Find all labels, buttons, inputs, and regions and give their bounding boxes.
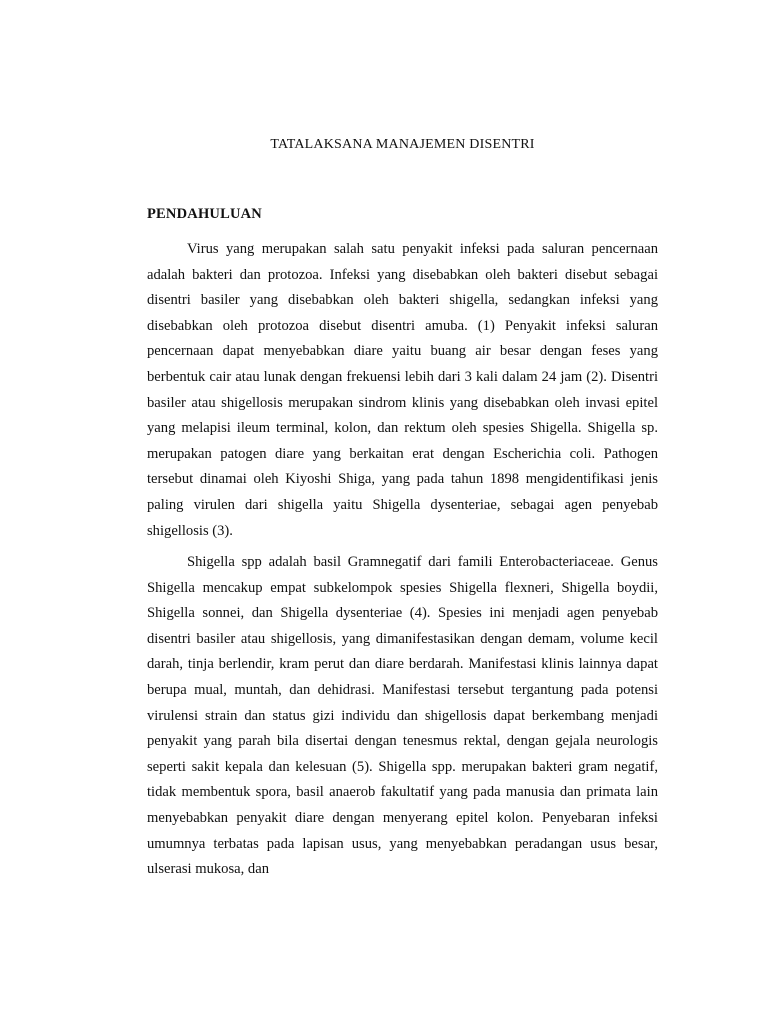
document-page (147, 0, 658, 1024)
document-title: TATALAKSANA MANAJEMEN DISENTRI (270, 137, 535, 152)
paragraph-2: Shigella spp adalah basil Gramnegatif dari famili Enterobacteriaceae. Genus Shigella mencakup empat subkelompok spesies Shigella flexneri, Shigella boydii, Shigella sonnei, dan Shigella dysenteriae (4). Spesies ini menjadi agen penyebab disentri basiler atau shigellosis, yang dimanifestasikan dengan demam, volume kecil darah, tinja berlendir, kram perut dan diare berdarah. Manifestasi klinis lainnya dapat berupa mual, muntah, dan dehidrasi. Manifestasi tersebut tergantung pada potensi virulensi strain dan status gizi individu dan shigellosis dapat berkembang menjadi penyakit yang parah bila disertai dengan tenesmus rektal, dengan gejala neurologis seperti sakit kepala dan kelesuan (5). Shigella spp. merupakan bakteri gram negatif, tidak membentuk spora, basil anaerob fakultatif yang pada manusia dan primata lain menyebabkan penyakit diare dengan menyerang epitel kolon. Penyebaran infeksi umumnya terbatas pada lapisan usus, yang menyebabkan peradangan usus besar, ulserasi mukosa, dan (147, 554, 658, 878)
section-heading-pendahuluan: PENDAHULUAN (147, 206, 262, 222)
paragraph-1: Virus yang merupakan salah satu penyakit infeksi pada saluran pencernaan adalah bakteri dan protozoa. Infeksi yang disebabkan oleh bakteri disebut sebagai disentri basiler yang disebabkan oleh bakteri shigella, sedangkan infeksi yang disebabkan oleh protozoa disebut disentri amuba. (1) Penyakit infeksi saluran pencernaan dapat menyebabkan diare yaitu buang air besar dengan feses yang berbentuk cair atau lunak dengan frekuensi lebih dari 3 kali dalam 24 jam (2). Disentri basiler atau shigellosis merupakan sindrom klinis yang disebabkan oleh invasi epitel yang melapisi ileum terminal, kolon, dan rektum oleh spesies Shigella. Shigella sp. merupakan patogen diare yang berkaitan erat dengan Escherichia coli. Pathogen tersebut dinamai oleh Kiyoshi Shiga, yang pada tahun 1898 mengidentifikasi jenis paling virulen dari shigella yaitu Shigella dysenteriae, sebagai agen penyebab shigellosis (3). (147, 241, 658, 539)
